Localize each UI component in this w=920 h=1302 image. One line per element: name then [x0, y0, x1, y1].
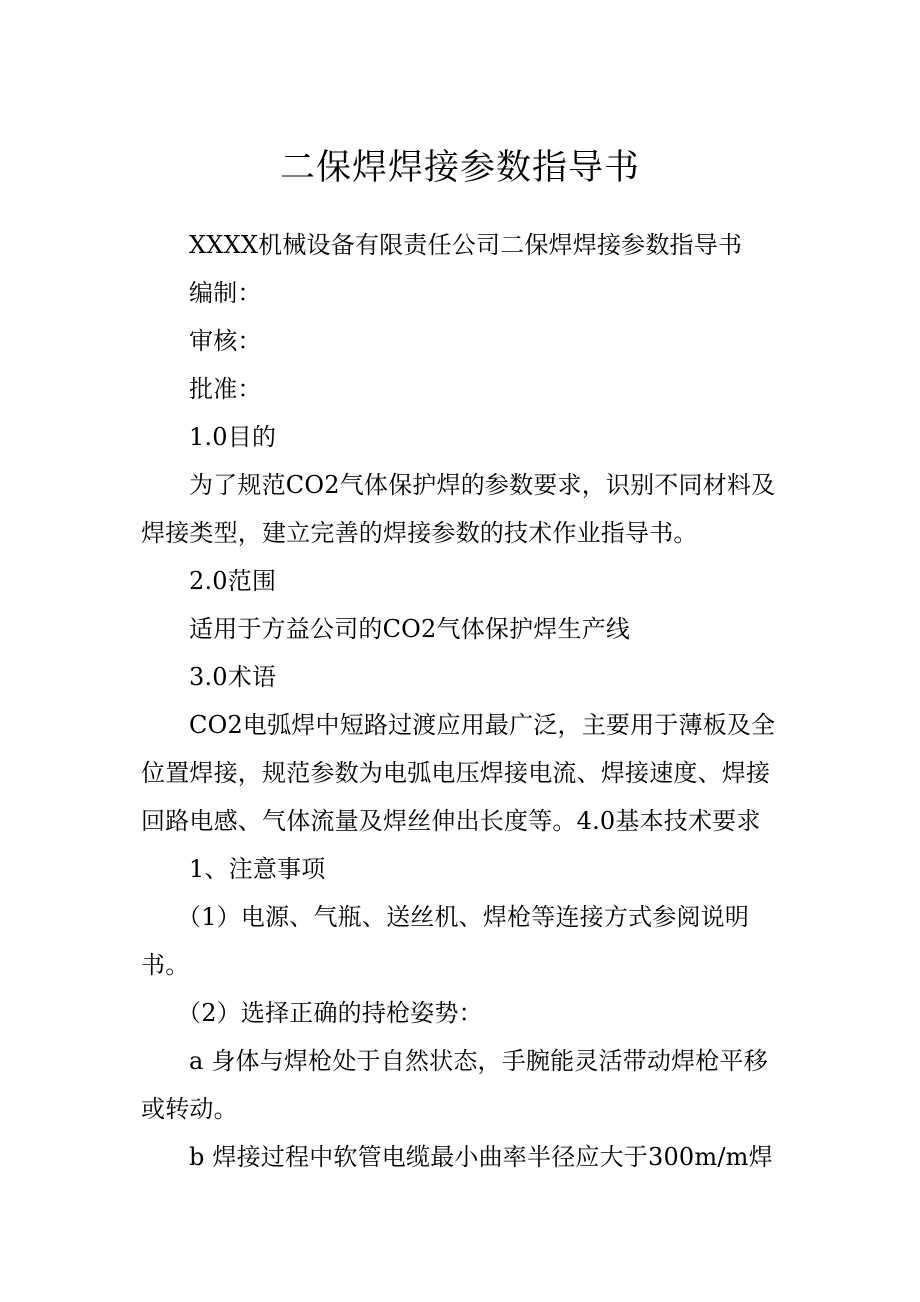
section-heading-scope: 2.0范围 — [189, 567, 277, 595]
section-heading-purpose: 1.0目的 — [189, 423, 277, 451]
section-heading-terms: 3.0术语 — [189, 663, 277, 691]
purpose-paragraph: 为了规范CO2气体保护焊的参数要求，识别不同材料及焊接类型，建立完善的焊接参数的技术作业指导书。 — [141, 471, 776, 547]
scope-paragraph: 适用于方益公司的CO2气体保护焊生产线 — [189, 615, 631, 643]
posture-item-a: a 身体与焊枪处于自然状态，手腕能灵活带动焊枪平移或转动。 — [141, 1047, 768, 1123]
document-title: 二保焊焊接参数指导书 — [279, 148, 640, 188]
note-item-2: （2）选择正确的持枪姿势： — [177, 999, 483, 1027]
approved-by-field: 批准： — [189, 375, 262, 403]
reviewed-by-field: 审核： — [189, 327, 262, 355]
note-item-1: （1）电源、气瓶、送丝机、焊枪等连接方式参阅说明书。 — [141, 903, 750, 979]
posture-item-b: b 焊接过程中软管电缆最小曲率半径应大于300m/m焊 — [189, 1143, 773, 1171]
notes-heading: 1、注意事项 — [189, 855, 326, 883]
company-heading: XXXX机械设备有限责任公司二保焊焊接参数指导书 — [189, 231, 743, 259]
document-body — [141, 221, 783, 1181]
prepared-by-field: 编制： — [189, 279, 262, 307]
terms-paragraph: CO2电弧焊中短路过渡应用最广泛，主要用于薄板及全位置焊接，规范参数为电弧电压焊接电流、焊接速度、焊接回路电感、气体流量及焊丝伸出长度等。4.0基本技术要求 — [141, 711, 776, 835]
